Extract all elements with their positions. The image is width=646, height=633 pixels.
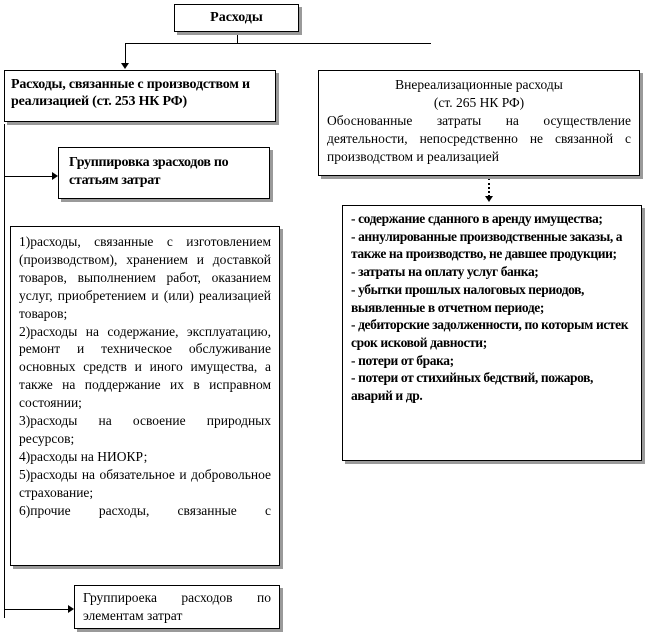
production-costs-box xyxy=(4,70,276,122)
cost-item-2: 2)расходы на содержание, эксплуатацию, ремонт и техническое обслуживание основных средств и иного имущества, а также на поддержание их в исправном состоянии; xyxy=(19,323,271,411)
branch-horizontal-line xyxy=(125,43,431,44)
non-operating-subtitle: (ст. 265 НК РФ) xyxy=(433,95,525,110)
left-trunk-line xyxy=(4,124,5,618)
root-label: Расходы xyxy=(210,10,263,25)
cost-item-6: 6)прочие расходы, связанные с xyxy=(19,502,271,518)
non-operating-item-3: - затраты на оплату услуг банка; xyxy=(351,264,539,280)
grouping-by-items-box xyxy=(58,147,270,199)
left-branch-arrow xyxy=(121,63,129,69)
connector-to-elements xyxy=(4,609,70,610)
cost-item-3: 3)расходы на освоение природных ресурсов; xyxy=(19,413,271,446)
grouping-by-elements-label: Группироека расходов по элементам затрат xyxy=(83,590,271,623)
connector-to-grouping xyxy=(4,176,54,177)
non-operating-item-4: - убытки прошлых налоговых периодов, выявленные в отчетном периоде; xyxy=(351,281,585,315)
non-operating-item-2: - аннулированные производственные заказы, а также на производство, не давшее продукции; xyxy=(351,228,623,262)
cost-items-list-box xyxy=(10,226,280,566)
non-operating-description: Обоснованные затраты на осуществление деятельности, непосредственно не связанной с производством и реализацией xyxy=(327,113,631,164)
cost-item-5: 5)расходы на обязательное и добровольное страхование; xyxy=(19,466,271,500)
right-dotted-connector xyxy=(488,178,490,197)
root-box xyxy=(174,4,299,32)
non-operating-items-list-box xyxy=(342,205,642,461)
non-operating-title: Внереализационные расходы xyxy=(395,77,563,92)
cost-item-1: 1)расходы, связанные с изготовлением (производством), хранением и доставкой товаров, выполнением работ, оказанием услуг, приобретением и (или) реализацией товаров; xyxy=(19,234,271,321)
production-costs-label: Расходы, связанные с производством и реализацией (ст. 253 НК РФ) xyxy=(11,77,250,109)
non-operating-item-7: - потери от стихийных бедствий, пожаров, аварий и др. xyxy=(351,370,593,404)
non-operating-item-5: - дебиторские задолженности, по которым истек срок исковой давности; xyxy=(351,317,629,350)
grouping-by-elements-box xyxy=(74,585,280,629)
right-dotted-arrow xyxy=(485,196,493,202)
non-operating-item-1: - содержание сданного в аренду имущества; xyxy=(351,211,603,226)
left-branch-vertical xyxy=(125,43,126,64)
cost-item-4: 4)расходы на НИОКР; xyxy=(19,448,148,464)
non-operating-costs-box xyxy=(318,70,640,176)
grouping-by-items-label: Группировка зрасходов по статьям затрат xyxy=(69,155,229,188)
non-operating-item-6: - потери от брака; xyxy=(351,352,454,368)
